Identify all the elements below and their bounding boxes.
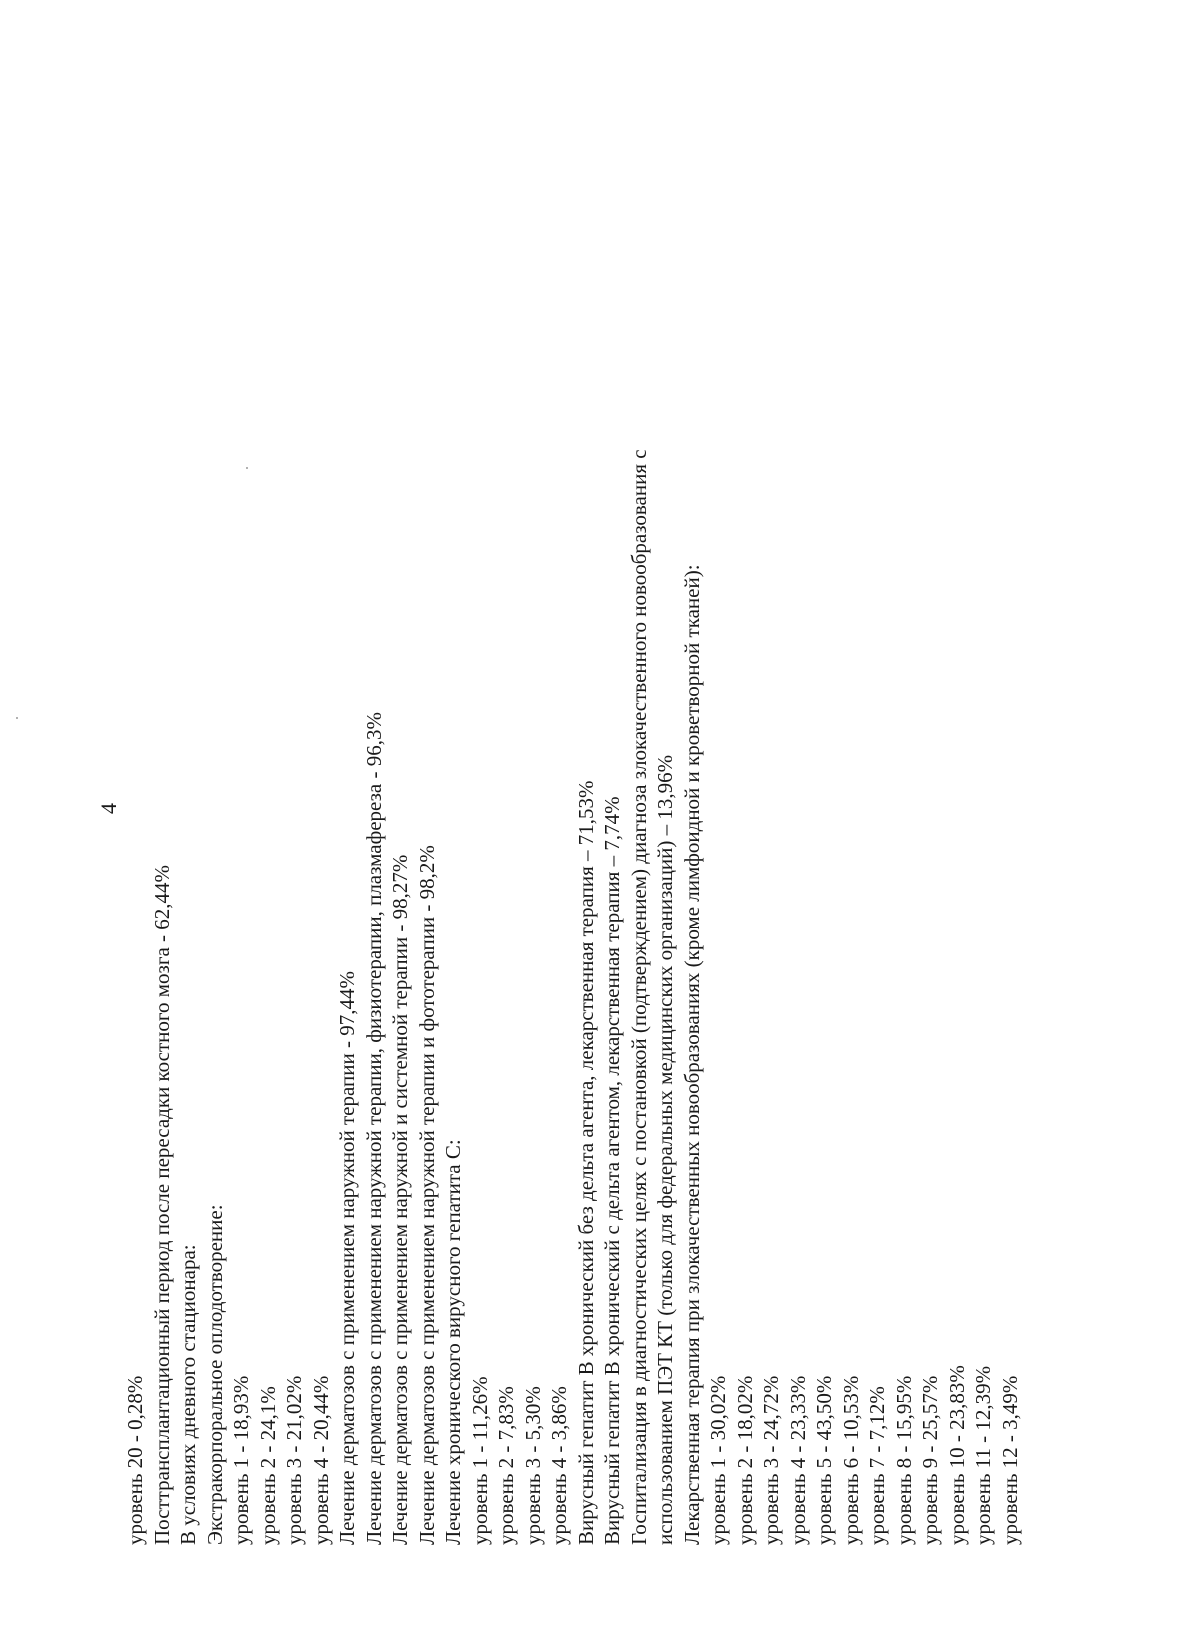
text-line: Посттрансплантационный период после пересадки костного мозга - 62,44% bbox=[149, 864, 174, 1545]
page-number: 4 bbox=[96, 803, 121, 814]
text-line: уровень 6 - 10,53% bbox=[838, 1375, 863, 1545]
text-line: уровень 4 - 20,44% bbox=[308, 1375, 333, 1545]
text-line: Вирусный гепатит В хронический без дельта агента, лекарственная терапия – 71,53% bbox=[573, 780, 598, 1545]
text-line: Госпитализация в диагностических целях с постановкой (подтверждением) диагноза злокачественного новообразования с bbox=[626, 449, 651, 1545]
text-line: Экстракорпоральное оплодотворение: bbox=[202, 1204, 227, 1545]
text-line: уровень 7 - 7,12% bbox=[865, 1386, 889, 1545]
text-line: уровень 9 - 25,57% bbox=[918, 1375, 942, 1545]
text-line: Лечение дерматозов с применением наружной терапии - 97,44% bbox=[335, 971, 359, 1545]
text-line: Лечение дерматозов с применением наружной терапии, физиотерапии, плазмафереза - 96,3% bbox=[361, 712, 386, 1545]
rotated-text-block bbox=[122, 225, 1023, 1545]
text-line: уровень 2 - 18,02% bbox=[732, 1375, 757, 1545]
text-line: В условиях дневного стационара: bbox=[176, 1244, 200, 1545]
text-line: уровень 2 - 7,83% bbox=[494, 1386, 518, 1545]
text-line: Вирусный гепатит В хронический с дельта агентом, лекарственная терапия – 7,74% bbox=[600, 796, 624, 1545]
text-line: уровень 10 - 23,83% bbox=[944, 1365, 969, 1545]
text-line: уровень 4 - 23,33% bbox=[785, 1375, 810, 1545]
text-line: уровень 5 - 43,50% bbox=[812, 1375, 836, 1545]
text-line: Лекарственная терапия при злокачественных новообразованиях (кроме лимфоидной и кроветворной тканей): bbox=[679, 564, 704, 1545]
text-line: уровень 1 - 18,93% bbox=[229, 1375, 253, 1545]
text-line: уровень 2 - 24,1% bbox=[255, 1386, 280, 1545]
text-line: Лечение хронического вирусного гепатита С: bbox=[441, 1139, 465, 1545]
text-line: Лечение дерматозов с применением наружной и системной терапии - 98,27% bbox=[388, 854, 412, 1545]
scan-speck bbox=[246, 467, 248, 469]
scan-speck bbox=[16, 717, 18, 719]
text-line: уровень 20 - 0,28% bbox=[123, 1375, 147, 1545]
text-line: уровень 1 - 30,02% bbox=[706, 1375, 730, 1545]
text-line: уровень 12 - 3,49% bbox=[997, 1375, 1022, 1545]
text-line: уровень 3 - 21,02% bbox=[282, 1375, 306, 1545]
text-line: Лечение дерматозов с применением наружной терапии и фототерапии - 98,2% bbox=[414, 845, 439, 1545]
text-line: уровень 3 - 24,72% bbox=[759, 1375, 783, 1545]
text-line: использованием ПЭТ КТ (только для федеральных медицинских организаций) – 13,96% bbox=[653, 754, 677, 1545]
text-line: уровень 1 - 11,26% bbox=[467, 1376, 492, 1545]
text-line: уровень 4 - 3,86% bbox=[547, 1386, 571, 1545]
text-line: уровень 3 - 5,30% bbox=[520, 1386, 545, 1545]
text-line: уровень 8 - 15,95% bbox=[891, 1375, 916, 1545]
text-line: уровень 11 - 12,39% bbox=[971, 1365, 995, 1545]
